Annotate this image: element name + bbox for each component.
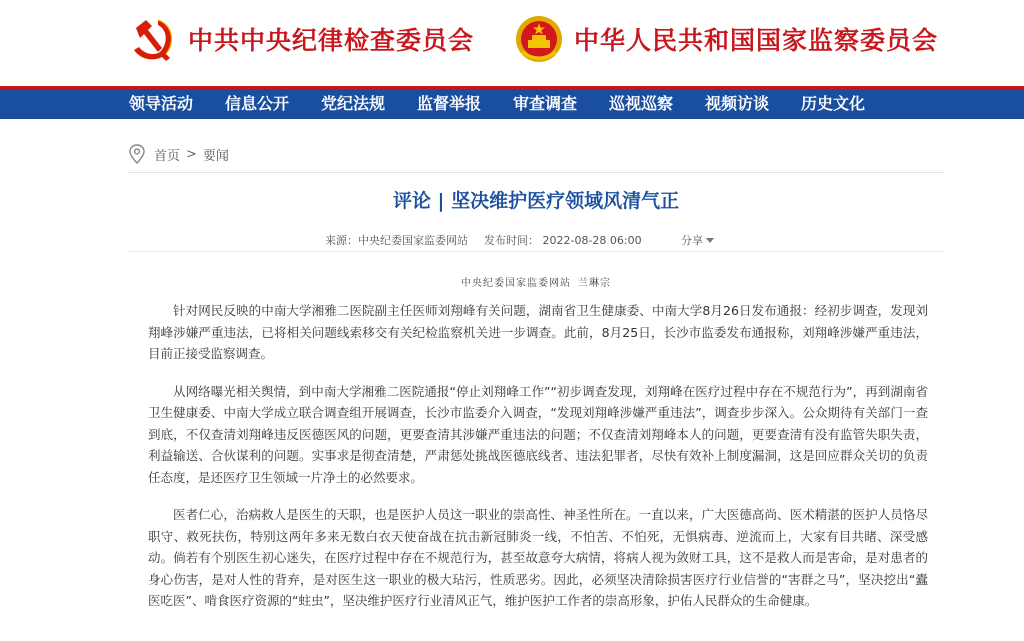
article-paragraph: 针对网民反映的中南大学湘雅二医院副主任医师刘翔峰有关问题，湖南省卫生健康委、中南大学8月26日发布通报：经初步调查，发现刘翔峰涉嫌严重违法，已将相关问题线索移交有关纪检监察机关进一步调查。此前，8月25日，长沙市监委发布通报称，刘翔峰涉嫌严重违法，目前正接受监察调查。	[148, 303, 928, 361]
breadcrumb-home[interactable]: 首页	[154, 148, 181, 164]
main-content	[128, 120, 944, 641]
nav-item-leadership[interactable]: 领导活动	[128, 94, 193, 113]
ccdi-logo-link[interactable]	[128, 14, 474, 64]
article-author: 中央纪委国家监委网站 兰琳宗	[460, 278, 612, 289]
article-time: 发布时间： 2022-08-28 06:00	[484, 234, 642, 247]
article-title: 评论 | 坚决维护医疗领域风清气正	[392, 190, 680, 212]
breadcrumb	[128, 144, 229, 164]
nav-item-investigation[interactable]: 审查调查	[513, 94, 578, 113]
national-emblem-icon	[514, 14, 564, 64]
nav-item-inspection[interactable]: 巡视巡察	[609, 94, 674, 113]
nav-item-video[interactable]: 视频访谈	[705, 94, 770, 113]
article-paragraph: 从网络曝光相关舆情，到中南大学湘雅二医院通报“停止刘翔峰工作”“初步调查发现，刘翔峰在医疗过程中存在不规范行为”，再到湖南省卫生健康委、中南大学成立联合调查组开展调查，长沙市监委介入调查，“发现刘翔峰涉嫌严重违法”，调查步步深入。公众期待有关部门一查到底，不仅查清刘翔峰违反医德医风的问题，更要查清其涉嫌严重违法的问题；不仅查清刘翔峰本人的问题，更要查清有没有监管失职失责，利益输送、合伙谋利的问题。实事求是彻查清楚，严肃惩处挑战医德底线者、违法犯罪者，尽快有效补上制度漏洞，这是回应群众关切的负责任态度，是还医疗卫生领域一片净土的必然要求。	[148, 383, 928, 485]
share-button[interactable]	[681, 232, 714, 248]
main-nav	[0, 86, 1024, 119]
site-header	[0, 0, 1024, 86]
location-pin-icon	[128, 144, 146, 164]
breadcrumb-separator: >	[186, 146, 197, 162]
article-body	[148, 300, 928, 628]
breadcrumb-divider	[128, 172, 944, 173]
article-source: 来源：中央纪委国家监委网站	[325, 234, 468, 247]
chevron-down-icon	[706, 238, 714, 243]
nav-item-info-disclosure[interactable]: 信息公开	[224, 94, 289, 113]
party-emblem-icon	[128, 14, 178, 64]
nsc-name: 中华人民共和国国家监察委员会	[574, 26, 939, 55]
breadcrumb-current[interactable]: 要闻	[202, 148, 229, 164]
nsc-logo-link[interactable]	[514, 14, 938, 64]
ccdi-name: 中共中央纪律检查委员会	[188, 26, 475, 55]
nav-item-history[interactable]: 历史文化	[801, 94, 866, 113]
share-label: 分享	[681, 234, 703, 247]
article-paragraph: 医者仁心，治病救人是医生的天职，也是医护人员这一职业的崇高性、神圣性所在。一直以来，广大医德高尚、医术精湛的医护人员恪尽职守、救死扶伤，特别这两年多来无数白衣天使奋战在抗击新冠肺炎一线，不怕苦、不怕死，无惧病毒、逆流而上，大家有目共睹、深受感动。倘若有个别医生初心迷失，在医疗过程中存在不规范行为，甚至故意夸大病情，将病人视为敛财工具，这不是救人而是害命，是对患者的身心伤害，是对人性的背弃，是对医生这一职业的极大玷污，性质恶劣。因此，必须坚决清除损害医疗行业信誉的“害群之马”，坚决挖出“蠹医吃医”、啃食医疗资源的“蛀虫”，坚决维护医疗行业清风正气，维护医护工作者的崇高形象，护佑人民群众的生命健康。	[148, 507, 928, 608]
nav-item-regulations[interactable]: 党纪法规	[320, 94, 385, 113]
nav-item-report[interactable]: 监督举报	[416, 94, 481, 113]
meta-divider	[128, 251, 944, 252]
